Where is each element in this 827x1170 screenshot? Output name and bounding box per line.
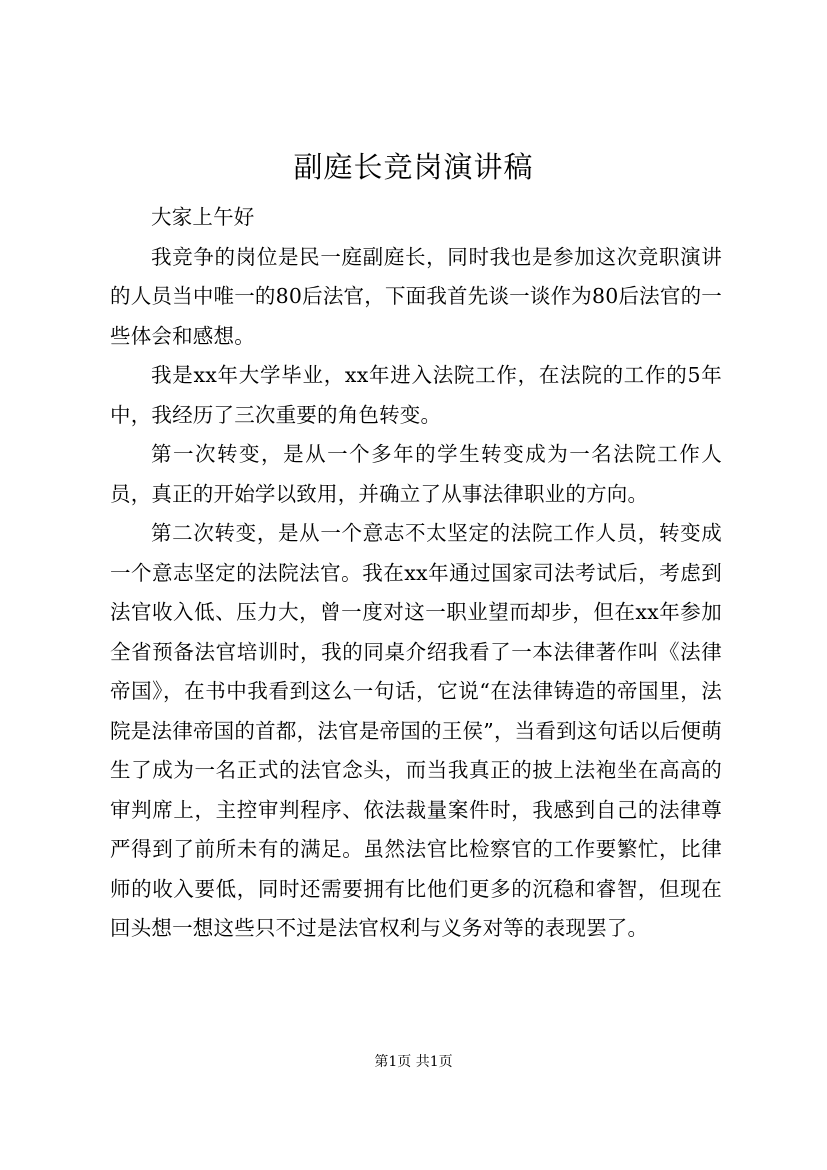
paragraph: 第一次转变，是从一个多年的学生转变成为一名法院工作人员，真正的开始学以致用，并确立了从事法律职业的方向。 (110, 442, 722, 506)
paragraph: 第二次转变，是从一个意志不太坚定的法院工作人员，转变成一个意志坚定的法院法官。我在xx年通过国家司法考试后，考虑到法官收入低、压力大，曾一度对这一职业望而却步，但在xx年参加全省预备法官培训时，我的同桌介绍我看了一本法律著作叫《法律帝国》，在书中我看到这么一句话，它说“在法律铸造的帝国里，法院是法律帝国的首都，法官是帝国的王侯”，当看到这句话以后便萌生了成为一名正式的法官念头，而当我真正的披上法袍坐在高高的审判席上，主控审判程序、依法裁量案件时，我感到自己的法律尊严得到了前所未有的满足。虽然法官比检察官的工作要繁忙，比律师的收入要低，同时还需要拥有比他们更多的沉稳和睿智，但现在回头想一想这些只不过是法官权利与义务对等的表现罢了。 (110, 521, 722, 940)
document-title: 副庭长竞岗演讲稿 (293, 150, 534, 184)
paragraph-greeting: 大家上午好 (151, 205, 255, 229)
paragraph: 我是xx年大学毕业，xx年进入法院工作，在法院的工作的5年中，我经历了三次重要的角色转变。 (110, 363, 722, 427)
paragraph: 我竞争的岗位是民一庭副庭长，同时我也是参加这次竞职演讲的人员当中唯一的80后法官，下面我首先谈一谈作为80后法官的一些体会和感想。 (110, 244, 722, 348)
page-number-footer: 第1页 共1页 (374, 1054, 453, 1070)
document-body (110, 198, 722, 949)
